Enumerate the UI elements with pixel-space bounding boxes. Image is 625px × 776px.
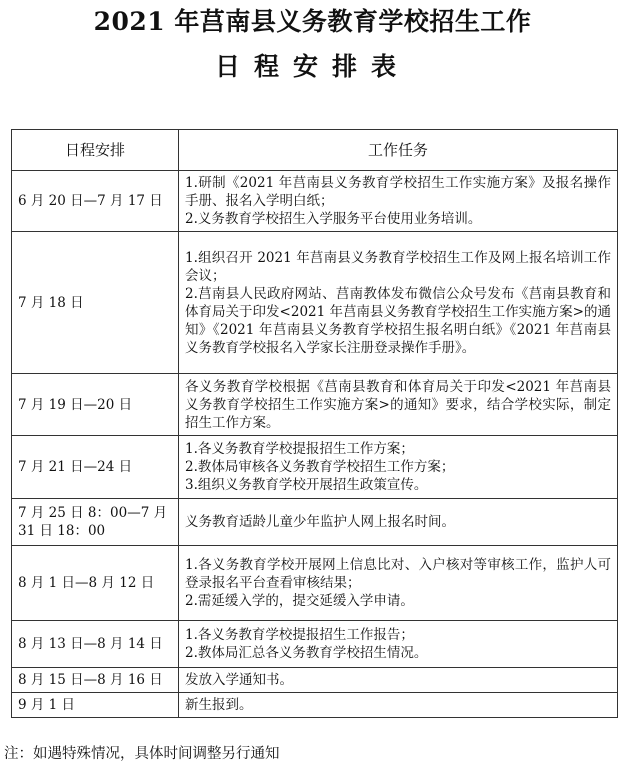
table-row [12, 693, 618, 718]
schedule-date: 8 月 13 日—8 月 14 日 [12, 621, 179, 668]
table-row [12, 621, 618, 668]
schedule-date: 8 月 15 日—8 月 16 日 [12, 668, 179, 693]
schedule-tasks [179, 171, 618, 232]
schedule-tasks [179, 621, 618, 668]
task-item: 2.教体局审核各义务教育学校招生工作方案； [185, 459, 455, 475]
schedule-table [11, 129, 618, 718]
task-item: 发放入学通知书。 [185, 672, 293, 688]
table-row [12, 668, 618, 693]
schedule-tasks [179, 499, 618, 546]
schedule-tasks [179, 436, 618, 499]
task-item: 1.各义务教育学校提报招生工作方案； [185, 441, 414, 457]
task-item: 1.各义务教育学校提报招生工作报告； [185, 627, 414, 643]
table-row [12, 374, 618, 436]
header-tasks: 工作任务 [179, 130, 618, 171]
schedule-tasks [179, 232, 618, 374]
schedule-date: 6 月 20 日—7 月 17 日 [12, 171, 179, 232]
table-header-row [12, 130, 618, 171]
schedule-date: 7 月 18 日 [12, 232, 179, 374]
document-subtitle: 日程安排表 [214, 52, 410, 81]
task-item: 1.各义务教育学校开展网上信息比对、入户核对等审核工作，监护人可登录报名平台查看审核结果； [185, 557, 611, 591]
table-row [12, 171, 618, 232]
schedule-date: 7 月 19 日—20 日 [12, 374, 179, 436]
task-item: 3.组织义务教育学校开展招生政策宣传。 [185, 477, 428, 493]
schedule-date: 7 月 25 日 8：00—7 月 31 日 18：00 [12, 499, 179, 546]
table-row [12, 546, 618, 621]
schedule-date: 8 月 1 日—8 月 12 日 [12, 546, 179, 621]
schedule-tasks [179, 546, 618, 621]
task-item: 1.研制《2021 年莒南县义务教育学校招生工作实施方案》及报名操作手册、报名入学明白纸； [185, 175, 611, 209]
task-item: 2.需延缓入学的，提交延缓入学申请。 [185, 593, 414, 609]
task-item: 2.义务教育学校招生入学服务平台使用业务培训。 [185, 211, 482, 227]
task-item: 义务教育适龄儿童少年监护人网上报名时间。 [185, 514, 455, 530]
schedule-tasks [179, 668, 618, 693]
task-item: 2.教体局汇总各义务教育学校招生情况。 [185, 645, 428, 661]
header-schedule: 日程安排 [12, 130, 179, 171]
task-item: 各义务教育学校根据《莒南县教育和体育局关于印发<2021 年莒南县义务教育学校招生工作实施方案>的通知》要求，结合学校实际，制定招生工作方案。 [185, 378, 611, 431]
table-row [12, 499, 618, 546]
schedule-date: 7 月 21 日—24 日 [12, 436, 179, 499]
schedule-date: 9 月 1 日 [12, 693, 179, 718]
schedule-tasks [179, 374, 618, 436]
table-row [12, 232, 618, 374]
task-item: 2.莒南县人民政府网站、莒南教体发布微信公众号发布《莒南县教育和体育局关于印发<2021 年莒南县义务教育学校招生工作实施方案>的通知》《2021 年莒南县义务教育学校招生报名明白纸》《2021 年莒南县义务教育学校报名入学家长注册登录操作手册》。 [185, 285, 611, 356]
task-item: 新生报到。 [185, 697, 253, 713]
document-title: 2021 年莒南县义务教育学校招生工作 [93, 7, 532, 36]
table-row [12, 436, 618, 499]
schedule-body [12, 171, 618, 718]
schedule-tasks [179, 693, 618, 718]
task-item: 1.组织召开 2021 年莒南县义务教育学校招生工作及网上报名培训工作会议； [185, 249, 611, 284]
footnote: 注：如遇特殊情况，具体时间调整另行通知 [4, 746, 280, 762]
